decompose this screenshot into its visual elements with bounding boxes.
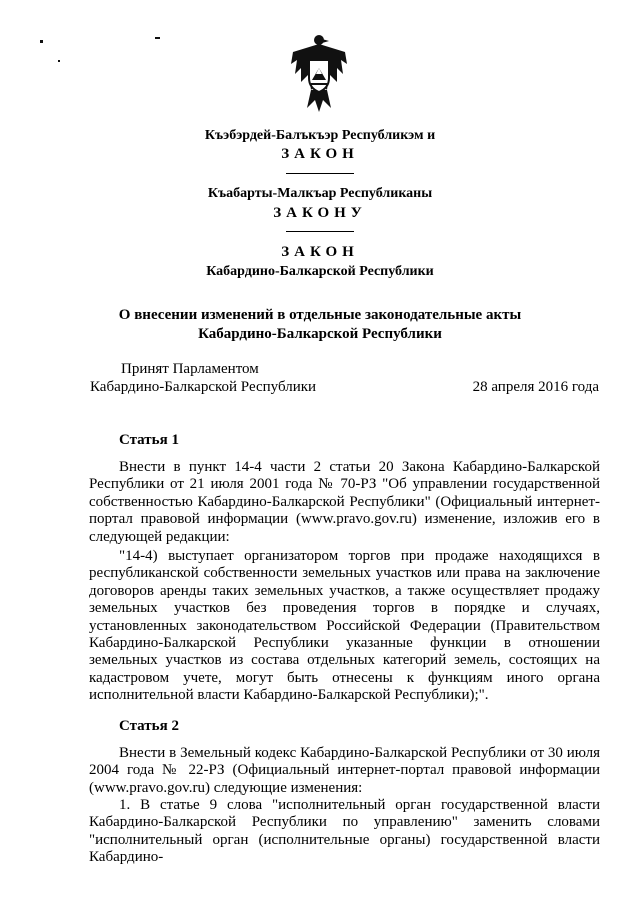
adoption-date: 28 апреля 2016 года (472, 379, 599, 395)
header-divider (286, 173, 354, 174)
coat-of-arms-icon (287, 30, 351, 114)
balkar-law-title: ЗАКОНУ (273, 205, 367, 221)
law-title-line-2: Кабардино-Балкарской Республики (198, 326, 442, 342)
scan-speck (40, 40, 43, 43)
article-2-paragraph-1: Внести в Земельный кодекс Кабардино-Балкарской Республики от 30 июля 2004 года № 22-РЗ (Официальный интернет-портал правовой информации (www.pravo.gov.ru) следующие изменения: (89, 745, 600, 796)
kabardian-law-title: ЗАКОН (281, 146, 359, 162)
header-divider (286, 231, 354, 232)
article-2-heading: Статья 2 (119, 718, 179, 734)
kabardian-republic-line: Къэбэрдей-Балъкъэр Республикэм и (204, 128, 436, 143)
scan-speck (155, 37, 160, 39)
article-1-heading: Статья 1 (119, 432, 179, 448)
russian-law-title: ЗАКОН (281, 244, 359, 260)
balkar-republic-line: Къабарты-Малкъар Республиканы (207, 186, 433, 201)
russian-republic-line: Кабардино-Балкарской Республики (206, 264, 434, 279)
scan-speck (58, 60, 60, 62)
article-2-paragraph-2: 1. В статье 9 слова "исполнительный орган государственной власти Кабардино-Балкарской Республики по управлению" заменить словами "исполнительный орган (исполнительные органы) государственной власти Кабардино- (89, 797, 600, 866)
article-1-paragraph-1: Внести в пункт 14-4 части 2 статьи 20 Закона Кабардино-Балкарской Республики от 21 июля 2001 года № 70-РЗ "Об управлении государственной собственностью Кабардино-Балкарской Республики" (Официальный интернет-портал правовой информации (www.pravo.gov.ru) изменение, изложив его в следующей редакции: (89, 459, 600, 545)
article-1-paragraph-2: "14-4) выступает организатором торгов при продаже находящихся в республиканской собственности земельных участков или права на заключение договоров аренды таких земельных участков, а также осуществляет продажу земельных участков без проведения торгов в порядке и случаях, установленных законодательством Российской Федерации (Правительством Кабардино-Балкарской Республики указанные функции в отношении земельных участков из состава отдельных категорий земель, состоящих на кадастровом учете, могут быть отнесены к функциям иного органа исполнительной власти Кабардино-Балкарской Республики);". (89, 548, 600, 704)
law-title-line-1: О внесении изменений в отдельные законодательные акты (118, 307, 522, 323)
adopted-by-body: Кабардино-Балкарской Республики (90, 379, 317, 395)
adopted-by-label: Принят Парламентом (121, 361, 259, 377)
